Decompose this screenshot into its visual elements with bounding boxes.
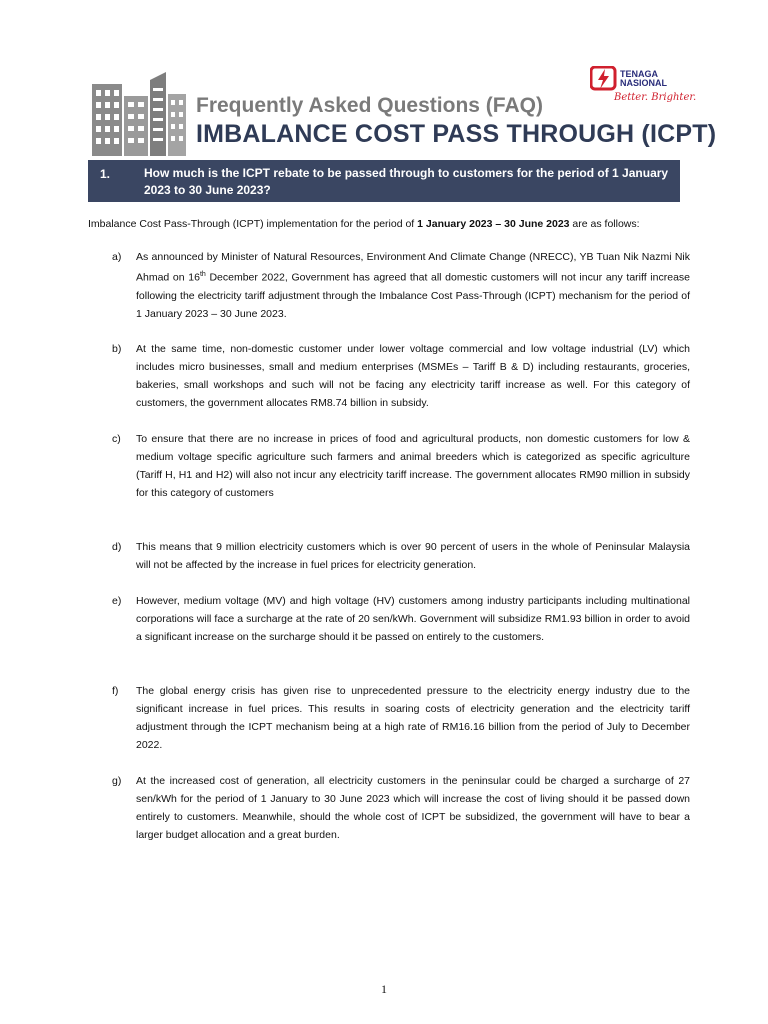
list-item-text-part: As announced by Minister of Natural Resources, Environment And Climate Change (NRECC), YB Tuan Nik Nazmi Nik Ahmad on 16 (136, 251, 690, 284)
list-item-label: e) (112, 595, 122, 607)
tenaga-nasional-logo (590, 66, 697, 122)
question-heading-bar (88, 160, 680, 202)
list-item-text (136, 248, 690, 323)
faq-title: Frequently Asked Questions (FAQ) (196, 94, 543, 117)
question-number: 1. (100, 167, 111, 181)
page-title: IMBALANCE COST PASS THROUGH (ICPT) (196, 120, 717, 148)
list-item-text: At the same time, non-domestic customer under lower voltage commercial and low voltage industrial (LV) which includes micro businesses, small and medium enterprises (MSMEs – Tariff B & D) including restaurants, groceries, bakeries, small workshops and such will not be facing any electricity tariff increase as well. For this category of customers, the government allocates RM8.74 billion in subsidy. (136, 343, 690, 409)
list-item-text: To ensure that there are no increase in prices of food and agricultural products, non domestic customers for low & medium voltage specific agriculture such farmers and animal breeders which is categorized as specific agriculture (Tariff H, H1 and H2) will also not incur any electricity tariff increase. The government allocates RM90 million in subsidy for this category of customers (136, 433, 690, 499)
intro-prefix: Imbalance Cost Pass-Through (ICPT) implementation for the period of (88, 218, 418, 230)
question-text: How much is the ICPT rebate to be passed through to customers for the period of 1 January 2023 to 30 June 2023? (144, 166, 669, 197)
list-item-label: d) (112, 541, 122, 553)
list-item-label: a) (112, 251, 122, 263)
intro-paragraph (88, 216, 688, 232)
buildings-icon (88, 70, 188, 156)
list-item-label: c) (112, 433, 121, 445)
logo-text-nasional: NASIONAL (620, 78, 667, 88)
tnb-emblem-icon (590, 66, 618, 92)
ordinal-suffix: th (199, 271, 206, 278)
logo-tagline: Better. Brighter. (614, 92, 697, 103)
list-item-label: b) (112, 343, 122, 355)
list-item-label: g) (112, 775, 122, 787)
list-item-text-part: December 2022, Government has agreed that all domestic customers will not incur any tariff increase following the electricity tariff adjustment through the Imbalance Cost Pass-Through (ICPT) mechanism for the period of 1 January 2023 – 30 June 2023. (136, 271, 690, 320)
list-item-text: The global energy crisis has given rise to unprecedented pressure to the electricity energy industry due to the significant increase in fuel prices. This results in soaring costs of electricity generation and the electricity tariff adjustment through the ICPT mechanism being at a high rate of RM16.16 billion from the period of July to December 2022. (136, 685, 690, 751)
list-item-text: However, medium voltage (MV) and high voltage (HV) customers among industry participants including multinational corporations will face a surcharge at the rate of 20 sen/kWh. Government will subsidize RM1.93 billion in order to avoid a significant increase on the surcharge should it be passed on entirely to the customers. (136, 595, 690, 643)
document-header (88, 69, 717, 158)
list-item-text: At the increased cost of generation, all electricity customers in the peninsular could be charged a surcharge of 27 sen/kWh for the period of 1 January to 30 June 2023 which will increase the cost of living should it be passed down entirely to customers. Meanwhile, should the whole cost of ICPT be subsidized, the government will have to bear a larger budget allocation and a great burden. (136, 775, 690, 841)
intro-suffix: are as follows: (569, 218, 640, 230)
list-item-text: This means that 9 million electricity customers which is over 90 percent of users in the whole of Peninsular Malaysia will not be affected by the increase in fuel prices for electricity generation. (136, 541, 690, 571)
logo-text-tenaga: TENAGA (620, 69, 658, 79)
intro-period: 1 January 2023 – 30 June 2023 (417, 218, 570, 230)
page-number: 1 (381, 982, 387, 996)
list-item-label: f) (112, 685, 119, 697)
